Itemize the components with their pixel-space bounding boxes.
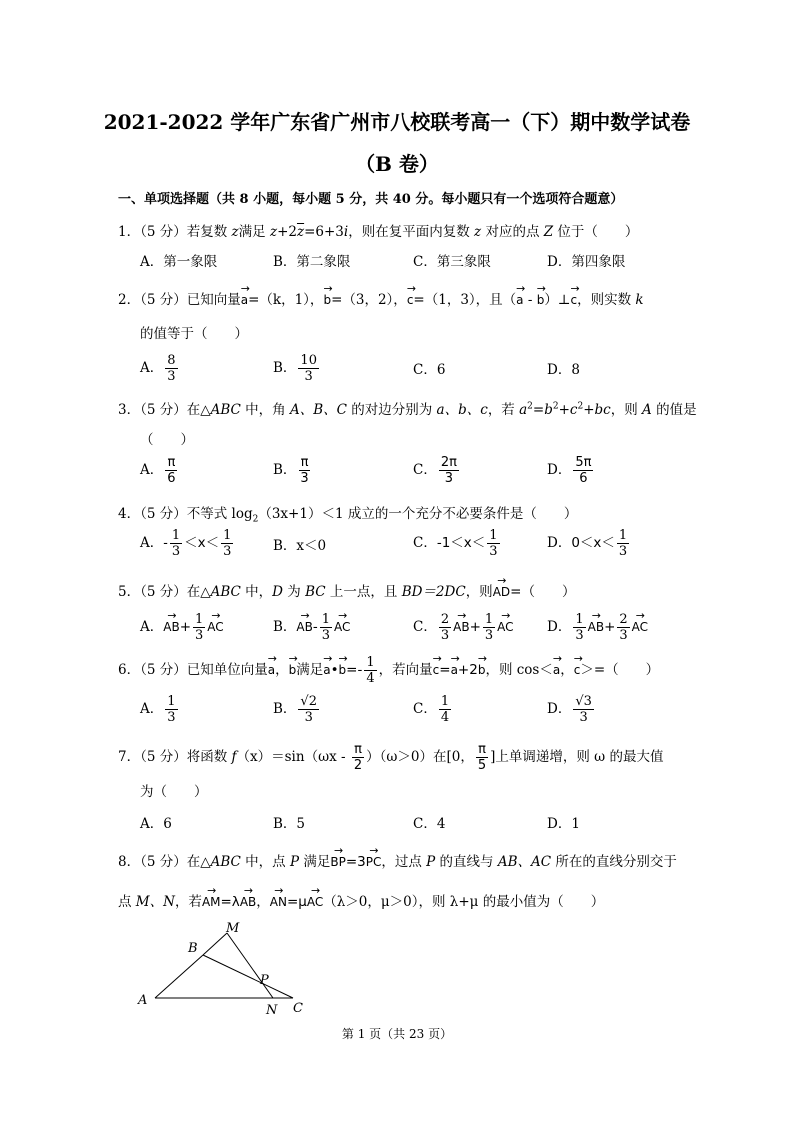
q4-option-d: D．0＜x＜ $\frac{1}{3}$ bbox=[547, 528, 628, 559]
q2-option-c: C．6 bbox=[413, 362, 446, 378]
question-2: 2．（5 分）已知向量→ a=（k，1），→ b=（3，2），→ c=（1，3），且（→ a - → b）⊥→ c，则实数 k bbox=[118, 288, 644, 308]
exam-title: 2021-2022 学年广东省广州市八校联考高一（下）期中数学试卷 bbox=[103, 110, 691, 134]
q1-option-b: B．第二象限 bbox=[273, 254, 351, 270]
label-c: C bbox=[293, 1001, 303, 1016]
label-n: N bbox=[266, 1003, 278, 1018]
question-8: 8．（5 分）在△ABC 中，点 P 满足→ BP=3→ PC，过点 P 的直线与 AB、AC 所在的直线分别交于 bbox=[118, 850, 677, 870]
segment-ab bbox=[155, 955, 203, 998]
segment-bm bbox=[203, 933, 227, 955]
q3-option-d: D． $\frac{5\pi}{6}$ bbox=[547, 455, 592, 486]
q7-option-b: B．5 bbox=[273, 816, 306, 832]
q2-option-b: B． $\frac{10}{3}$ bbox=[273, 353, 317, 384]
q6-option-c: C． $\frac{1}{4}$ bbox=[413, 694, 450, 725]
label-a: A bbox=[138, 993, 148, 1008]
q7-option-a: A．6 bbox=[140, 816, 172, 832]
q2-option-d: D．8 bbox=[547, 362, 580, 378]
q1-option-d: D．第四象限 bbox=[547, 254, 626, 270]
label-m: M bbox=[226, 921, 240, 936]
q3-option-a: A． $\frac{\pi}{6}$ bbox=[140, 455, 176, 486]
q6-option-d: D． $\frac{√3}{3}$ bbox=[547, 694, 592, 725]
exam-subtitle: （B 卷） bbox=[355, 152, 439, 176]
question-8-cont: 点 M、N，若→ AM=λ→ AB，→ AN=μ→ AC（λ＞0，μ＞0），则 λ+μ 的最小值为（ ） bbox=[118, 890, 604, 910]
label-b: B bbox=[188, 941, 198, 956]
q2-option-a: A． $\frac{8}{3}$ bbox=[140, 353, 176, 384]
question-7-cont: 为（ ） bbox=[140, 784, 208, 800]
segment-bc bbox=[203, 955, 293, 998]
q5-option-a: A．→ AB+ $\frac{1}{3}$ → AC bbox=[140, 612, 224, 643]
q6-option-a: A． $\frac{1}{3}$ bbox=[140, 694, 176, 725]
q6-option-b: B． $\frac{√2}{3}$ bbox=[273, 694, 317, 725]
section-heading: 一、单项选择题（共 8 小题，每小题 5 分，共 40 分。每小题只有一个选项符合题意） bbox=[118, 192, 624, 207]
question-4: 4．（5 分）不等式 $\log_2(3x+1)<1$ 成立的一个充分不必要条件是（ ） bbox=[118, 506, 578, 525]
q3-option-b: B． $\frac{\pi}{3}$ bbox=[273, 455, 309, 486]
label-p: P bbox=[260, 973, 269, 988]
triangle-figure bbox=[130, 918, 320, 1023]
question-6: 6．（5 分）已知单位向量→ a，→ b满足→ a•→ b=- $\frac{1}{4}$ ，若向量→ c=→ a+2→ b，则 cos＜→ a，→ c＞=（ ） bbox=[118, 655, 659, 686]
page-footer: 第 1 页（共 23 页） bbox=[341, 1027, 453, 1041]
q4-option-c: C．-1＜x＜ $\frac{1}{3}$ bbox=[413, 528, 498, 559]
question-3: 3．（5 分）在△ABC 中，角 A、B、C 的对边分别为 a、b、c，若 $a^2=b^2+c^2+bc$，则 A 的值是 bbox=[118, 401, 697, 418]
question-1: 1．（5 分）若复数 z满足 $z+2\overline{z}=6+3i$，则在复平面内复数 z 对应的点 Z 位于（ ） bbox=[118, 224, 639, 240]
q5-option-c: C． $\frac{2}{3}$ → AB+ $\frac{1}{3}$ → AC bbox=[413, 612, 514, 643]
q7-option-c: C．4 bbox=[413, 816, 446, 832]
segment-mn bbox=[227, 933, 273, 998]
q1-option-a: A．第一象限 bbox=[140, 254, 218, 270]
q5-option-b: B．→ AB- $\frac{1}{3}$ → AC bbox=[273, 612, 350, 643]
question-2-cont: 的值等于（ ） bbox=[140, 326, 248, 342]
q4-option-a: A．- $\frac{1}{3}$ ＜x＜ $\frac{1}{3}$ bbox=[140, 528, 232, 559]
q7-option-d: D．1 bbox=[547, 816, 580, 832]
q4-option-b: B．x＜0 bbox=[273, 538, 327, 554]
q1-option-c: C．第三象限 bbox=[413, 254, 491, 270]
q5-option-d: D． $\frac{1}{3}$ → AB+ $\frac{2}{3}$ → AC bbox=[547, 612, 648, 643]
question-3-cont: （ ） bbox=[140, 432, 194, 448]
question-7: 7．（5 分）将函数 f（x）＝sin（ωx - $\frac{\pi}{2}$ ）（ω＞0）在[0， $\frac{\pi}{5}$ ]上单调递增，则 ω 的最大值 bbox=[118, 742, 664, 773]
q3-option-c: C． $\frac{2\pi}{3}$ bbox=[413, 455, 457, 486]
question-5: 5．（5 分）在△ABC 中，D 为 BC 上一点，且 BD＝2DC，则→ AD=（ ） bbox=[118, 580, 575, 600]
